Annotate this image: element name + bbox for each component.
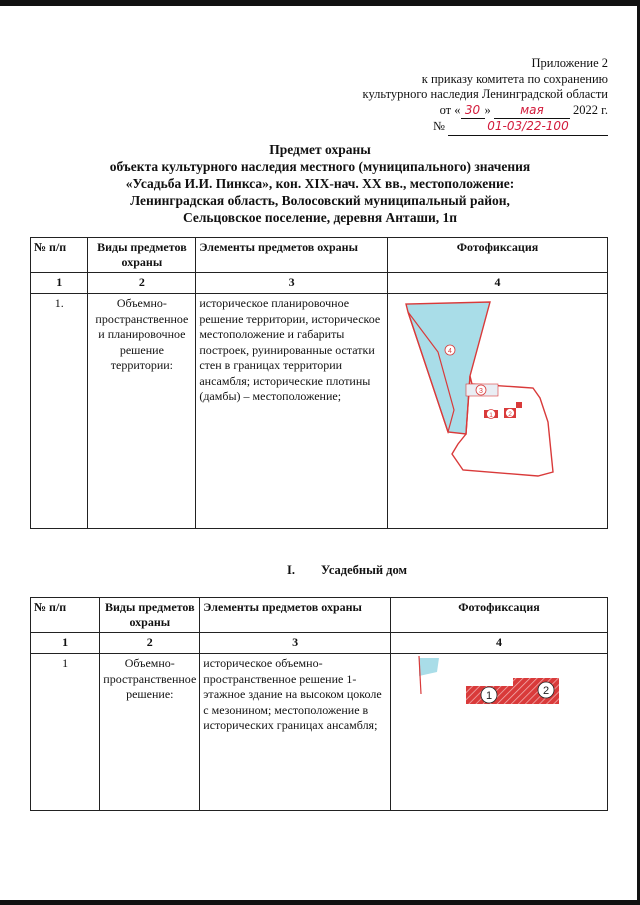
pond-edge xyxy=(419,658,439,676)
row-type: Объемно-пространственное решение: xyxy=(100,654,200,811)
row-elements: историческое объемно-пространственное решение 1-этажное здание на высоком цоколе с мезонином; местоположение в исторических границах ансамбля; xyxy=(200,654,391,811)
date-prefix: от « xyxy=(439,102,461,117)
title-line5: Сельцовское поселение, деревня Анташи, 1п xyxy=(182,210,458,225)
header-num: № п/п xyxy=(31,598,100,633)
map-label-1: 1 xyxy=(485,690,493,702)
date-mid: » xyxy=(484,102,491,117)
site-plan-map xyxy=(388,294,607,524)
header-type: Виды предметов охраны xyxy=(100,598,200,633)
row-elements: историческое планировочное решение территории, историческое местоположение и габариты построек, руинированные остатки стен в границах территории ансамбля; исторические плотины (дамбы) – местоположение; xyxy=(196,294,388,529)
col-number-3: 3 xyxy=(200,633,391,654)
header-elements: Элементы предметов охраны xyxy=(200,598,391,633)
map-label-3: 3 xyxy=(479,388,483,395)
col-number-1: 1 xyxy=(31,273,88,294)
title-line2: объекта культурного наследия местного (муниципального) значения xyxy=(109,159,531,174)
photo-cell xyxy=(390,654,607,811)
title-line3: «Усадьба И.И. Пинкса», кон. XIX-нач. XX вв., местоположение: xyxy=(125,176,515,191)
table-number-row xyxy=(31,633,608,654)
table-number-row xyxy=(31,273,608,294)
header-photo: Фотофиксация xyxy=(387,238,607,273)
col-number-1: 1 xyxy=(31,633,100,654)
protection-table-1 xyxy=(30,237,608,529)
col-number-2: 2 xyxy=(100,633,200,654)
map-label-4: 4 xyxy=(448,348,452,355)
map-label-1: 1 xyxy=(489,412,493,419)
title-line4: Ленинградская область, Волосовский муниципальный район, xyxy=(130,193,510,208)
building-small xyxy=(516,402,522,408)
document-title xyxy=(60,141,580,226)
title-line1: Предмет охраны xyxy=(269,142,371,157)
appendix-number-line xyxy=(248,119,608,136)
building-plan-map xyxy=(391,654,607,806)
header-num: № п/п xyxy=(31,238,88,273)
row-type: Объемно-пространственное и планировочное решение территории: xyxy=(88,294,196,529)
number-prefix: № xyxy=(432,119,445,133)
map-label-2: 2 xyxy=(508,411,512,418)
row-num: 1 xyxy=(31,654,100,811)
table-header-row xyxy=(31,238,608,273)
appendix-line1: Приложение 2 xyxy=(531,56,608,70)
row-num: 1. xyxy=(31,294,88,529)
section-title: Усадебный дом xyxy=(321,563,408,577)
appendix-block xyxy=(248,56,608,136)
photo-cell xyxy=(387,294,607,529)
date-year: 2022 г. xyxy=(573,102,608,117)
table-row xyxy=(31,654,608,811)
number-value: 01-03/22-100 xyxy=(448,119,608,136)
col-number-2: 2 xyxy=(88,273,196,294)
scan-edge-bottom xyxy=(0,900,640,905)
table-header-row xyxy=(31,598,608,633)
appendix-date-line xyxy=(248,103,608,120)
col-number-3: 3 xyxy=(196,273,388,294)
scan-edge-top xyxy=(0,0,640,6)
section-number: I. xyxy=(287,563,295,577)
map-label-2: 2 xyxy=(542,685,550,697)
pond-area xyxy=(406,302,490,434)
header-type: Виды предметов охраны xyxy=(88,238,196,273)
header-photo: Фотофиксация xyxy=(390,598,607,633)
col-number-4: 4 xyxy=(390,633,607,654)
appendix-line2: к приказу комитета по сохранению xyxy=(421,71,608,86)
table-row xyxy=(31,294,608,529)
date-day: 30 xyxy=(461,103,485,120)
appendix-line3: культурного наследия Ленинградской области xyxy=(362,87,608,101)
protection-table-2 xyxy=(30,597,608,811)
header-elements: Элементы предметов охраны xyxy=(196,238,388,273)
section-heading xyxy=(287,563,407,578)
col-number-4: 4 xyxy=(387,273,607,294)
date-month: мая xyxy=(494,103,570,120)
